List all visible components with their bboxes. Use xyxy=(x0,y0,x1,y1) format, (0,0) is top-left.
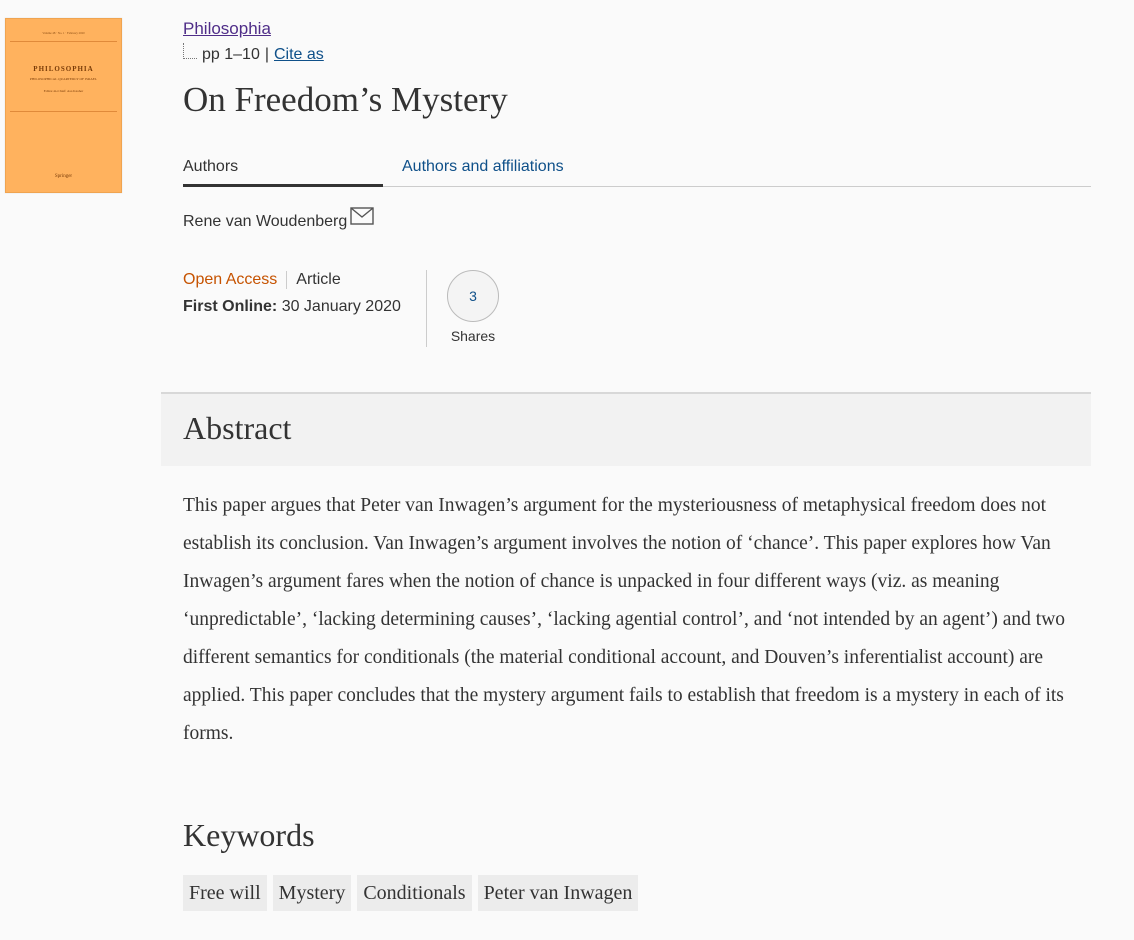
page-range: pp 1–10 xyxy=(202,46,260,63)
keyword-item: Conditionals xyxy=(357,875,471,911)
cover-rule xyxy=(10,111,117,112)
article-type: Article xyxy=(296,271,341,288)
cover-rule xyxy=(10,41,117,42)
keywords-heading: Keywords xyxy=(183,817,315,853)
meta-separator: | xyxy=(264,46,269,63)
tree-connector xyxy=(183,43,197,59)
keyword-item: Mystery xyxy=(273,875,352,911)
abstract-section-header xyxy=(161,392,1091,466)
article-title: On Freedom’s Mystery xyxy=(183,80,508,119)
first-online-date: 30 January 2020 xyxy=(281,298,401,315)
keyword-item: Peter van Inwagen xyxy=(478,875,639,911)
cover-editor: Editor-in-Chief: Asa Kasher xyxy=(43,89,84,93)
keyword-list xyxy=(183,875,638,911)
metrics-divider xyxy=(426,270,427,347)
journal-cover-image[interactable] xyxy=(5,18,122,193)
cover-subtitle: PHILOSOPHICAL QUARTERLY OF ISRAEL xyxy=(29,77,98,81)
first-online-label: First Online: xyxy=(183,298,278,315)
abstract-text: This paper argues that Peter van Inwagen’s argument for the mysteriousness of metaphysical freedom does not establish its conclusion. Van Inwagen’s argument involves the notion of ‘chance’. This paper explores how Van Inwagen’s argument fares when the notion of chance is unpacked in four different ways (viz. as meaning ‘unpredictable’, ‘lacking determining causes’, ‘lacking agential control’, and ‘not intended by an agent’) and two different semantics for conditionals (the material conditional account, and Douven’s inferentialist account) are applied. This paper concludes that the mystery argument fails to establish that freedom is a mystery in each of its forms. xyxy=(183,495,1066,744)
access-info xyxy=(183,271,341,289)
cite-as-link[interactable]: Cite as xyxy=(274,46,324,63)
author-entry xyxy=(183,210,374,233)
author-name: Rene van Woudenberg xyxy=(183,212,348,230)
open-access-badge: Open Access xyxy=(183,271,287,289)
cover-title: PHILOSOPHIA xyxy=(33,65,94,73)
shares-count-badge[interactable] xyxy=(447,270,499,322)
article-meta xyxy=(183,46,324,64)
tab-authors-and-affiliations[interactable]: Authors and affiliations xyxy=(402,158,564,175)
envelope-icon[interactable] xyxy=(350,207,374,230)
author-tabs xyxy=(183,155,1091,187)
first-online xyxy=(183,298,401,316)
shares-count: 3 xyxy=(469,288,477,304)
cover-publisher: Springer xyxy=(54,174,73,179)
keyword-item: Free will xyxy=(183,875,267,911)
tab-authors[interactable]: Authors xyxy=(183,158,383,187)
cover-top-text: Volume 48 · No. 1 · February 2020 xyxy=(42,31,85,35)
shares-label: Shares xyxy=(450,328,496,344)
abstract-heading: Abstract xyxy=(183,410,292,446)
journal-link[interactable]: Philosophia xyxy=(183,19,271,38)
